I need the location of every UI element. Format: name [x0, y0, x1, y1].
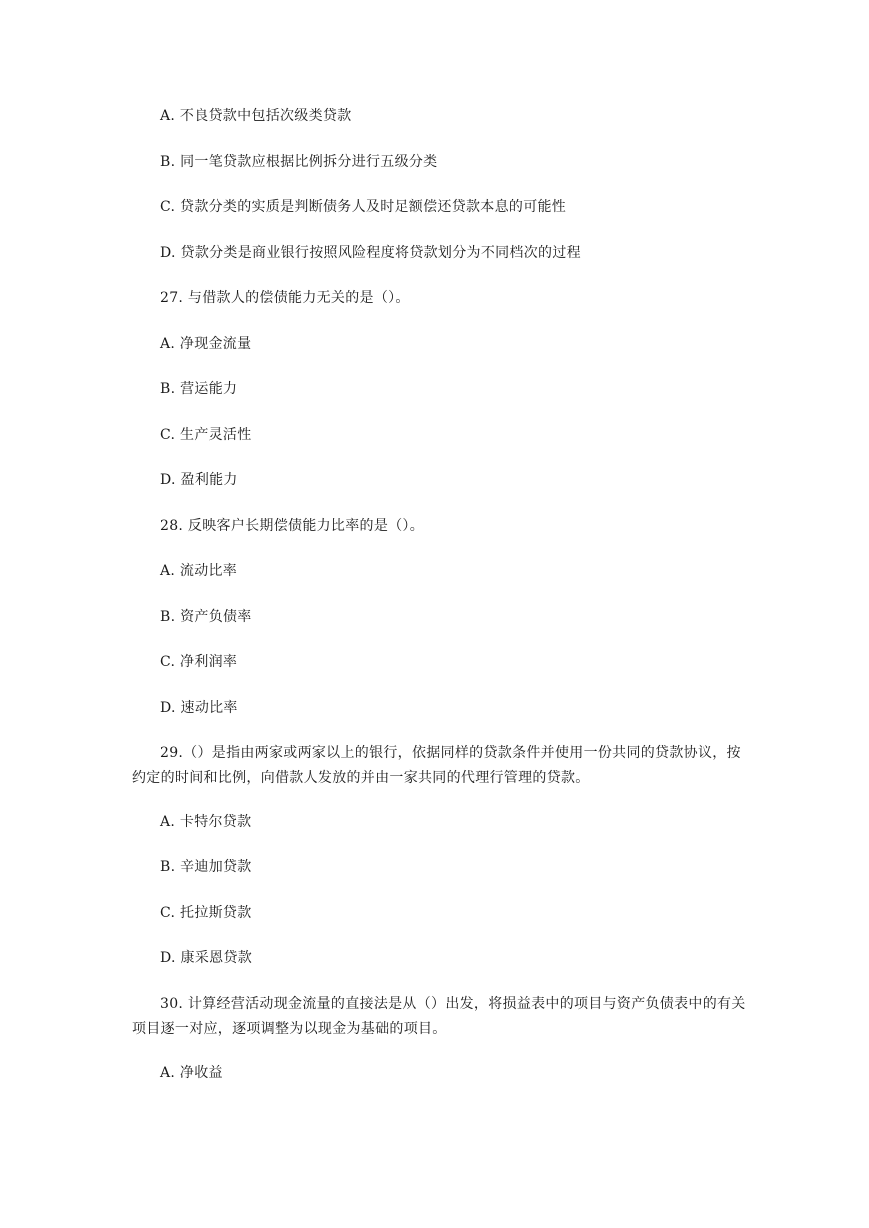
q29-question: 29.（）是指由两家或两家以上的银行，依据同样的贷款条件并使用一份共同的贷款协议，按约定的时间和比例，向借款人发放的并由一家共同的代理行管理的贷款。	[132, 745, 741, 786]
q28-option-a: A. 流动比率	[160, 563, 238, 579]
q26-option-d: D. 贷款分类是商业银行按照风险程度将贷款划分为不同档次的过程	[160, 245, 581, 261]
q27-option-a: A. 净现金流量	[160, 336, 252, 352]
q28-option-b: B. 资产负债率	[160, 609, 252, 625]
q28-option-c: C. 净利润率	[160, 654, 238, 670]
q29-option-a: A. 卡特尔贷款	[160, 814, 252, 830]
q26-option-b: B. 同一笔贷款应根据比例拆分进行五级分类	[160, 154, 438, 170]
q27-option-c: C. 生产灵活性	[160, 427, 252, 443]
q28-option-d: D. 速动比率	[160, 700, 238, 716]
q27-option-d: D. 盈利能力	[160, 472, 238, 488]
q29-option-b: B. 辛迪加贷款	[160, 859, 252, 875]
q30-question-block	[132, 992, 752, 1042]
q29-option-d: D. 康采恩贷款	[160, 950, 253, 966]
q26-option-c: C. 贷款分类的实质是判断债务人及时足额偿还贷款本息的可能性	[160, 199, 567, 215]
q29-question-block	[132, 741, 752, 791]
q30-question: 30. 计算经营活动现金流量的直接法是从（）出发，将损益表中的项目与资产负债表中的有关项目逐一对应，逐项调整为以现金为基础的项目。	[132, 996, 746, 1037]
q27-question: 27. 与借款人的偿债能力无关的是（）。	[160, 290, 410, 306]
q27-option-b: B. 营运能力	[160, 381, 238, 397]
q30-option-a: A. 净收益	[160, 1065, 223, 1081]
q28-question: 28. 反映客户长期偿债能力比率的是（）。	[160, 518, 425, 534]
q29-option-c: C. 托拉斯贷款	[160, 905, 252, 921]
q26-option-a: A. 不良贷款中包括次级类贷款	[160, 108, 352, 124]
